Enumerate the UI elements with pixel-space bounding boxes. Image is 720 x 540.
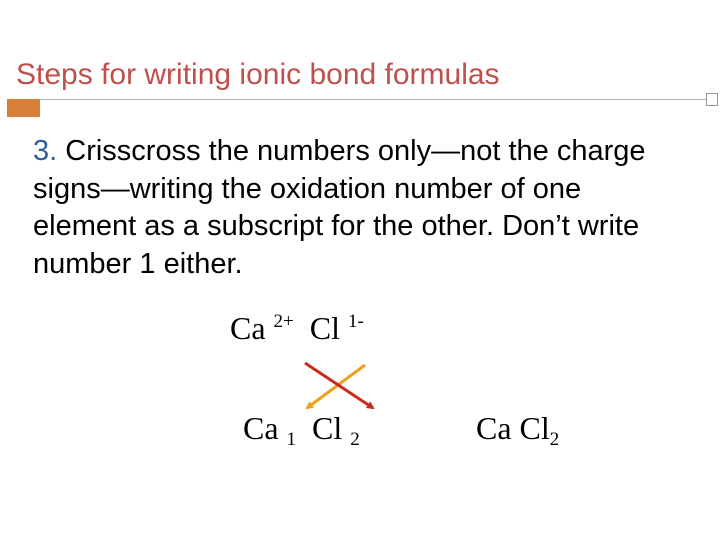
crossed-anion: Cl <box>312 410 343 446</box>
crossed-anion-sub: 2 <box>350 429 360 450</box>
slide-title: Steps for writing ionic bond formulas <box>16 58 500 91</box>
crossed-cation-sub: 1 <box>286 429 297 450</box>
crossed-cation: Ca <box>243 410 279 446</box>
crossed-formula <box>243 410 360 451</box>
top-anion: Cl <box>309 310 340 346</box>
result-anion-sub: 2 <box>549 429 560 450</box>
result-formula <box>476 410 559 451</box>
step-number: 3. <box>33 135 58 167</box>
top-cation: Ca <box>230 310 266 346</box>
top-cation-charge: 2+ <box>273 311 294 332</box>
result-cation: Ca <box>476 410 512 446</box>
result-anion: Cl <box>519 410 550 446</box>
step-text: Crisscross the numbers only—not the charge signs—writing the oxidation number of one element as a subscript for the other. Don’t write number 1 either. <box>33 135 646 280</box>
top-anion-charge: 1- <box>348 311 364 332</box>
